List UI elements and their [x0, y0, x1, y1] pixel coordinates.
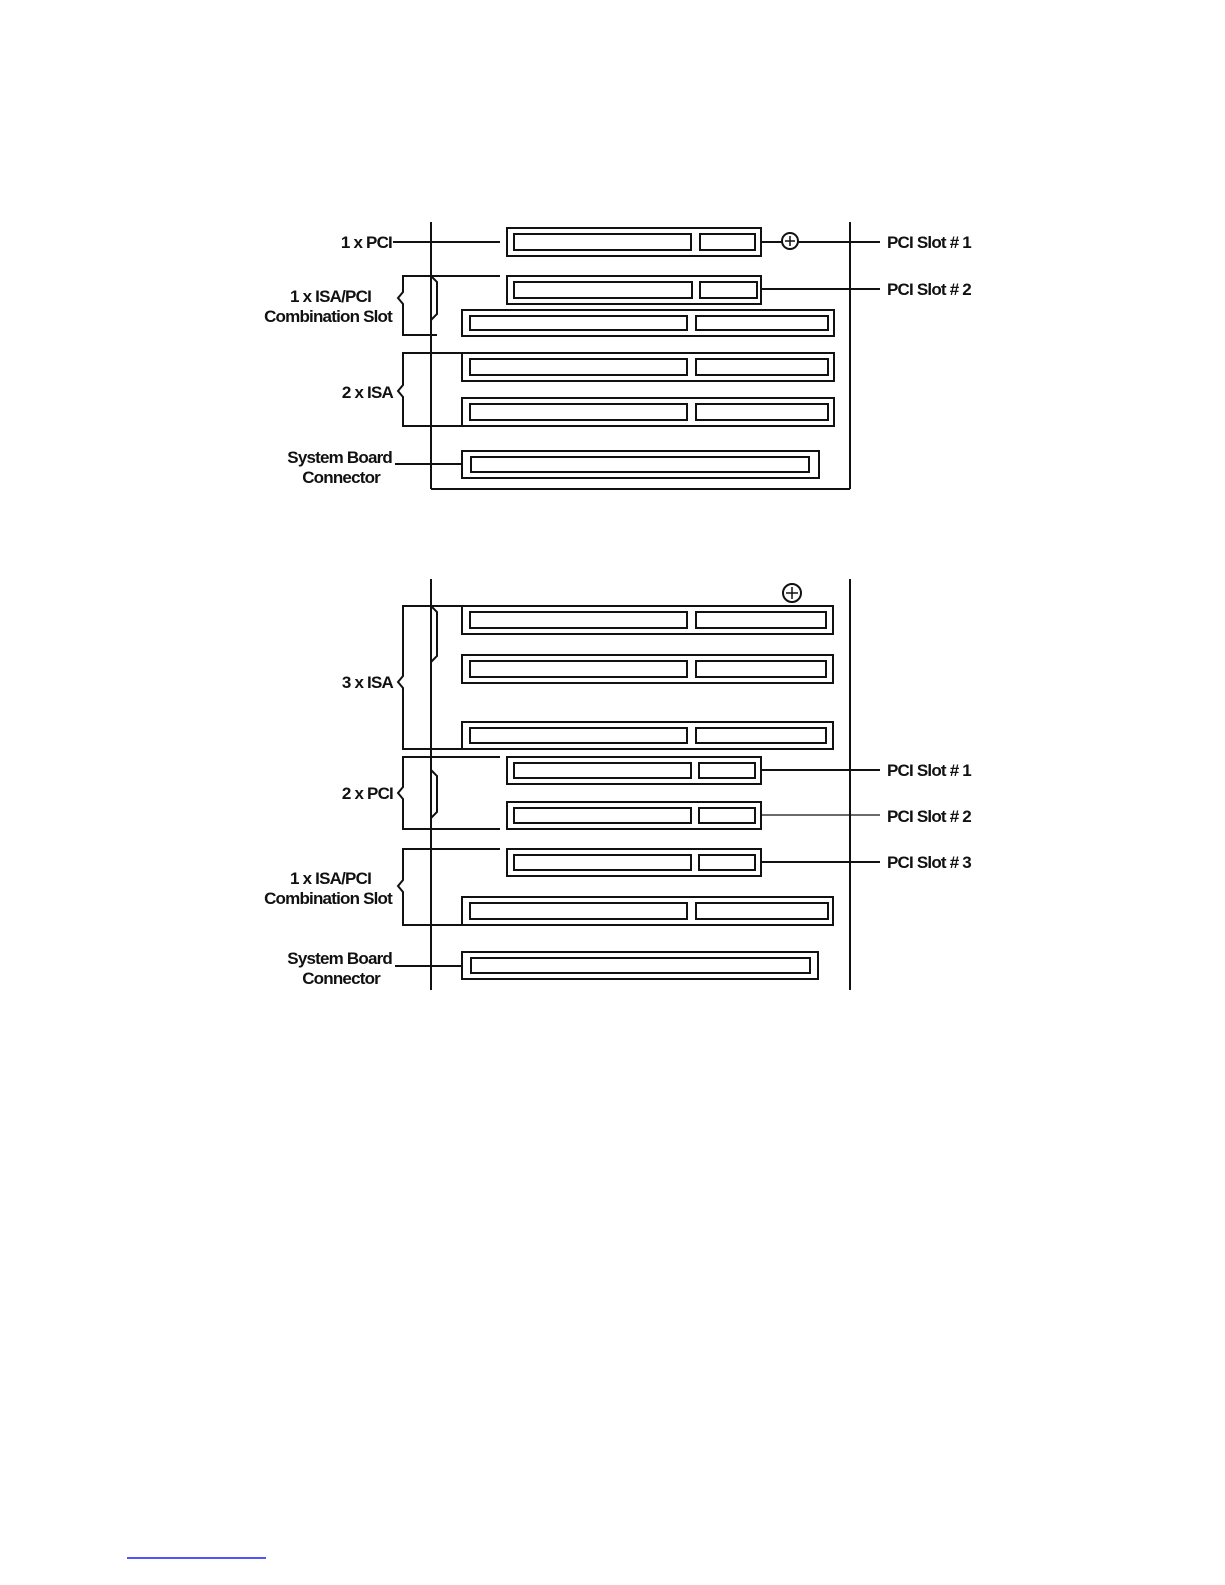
isa-slot-1: [462, 606, 833, 634]
label-combo-line1: 1 x ISA/PCI: [290, 869, 371, 888]
label-one-pci: 1 x PCI: [340, 233, 392, 252]
screw-icon: [782, 233, 798, 249]
riser-card-frame: [431, 222, 850, 489]
label-combo-line2: Combination Slot: [264, 307, 392, 326]
label-pci-slot-1: PCI Slot # 1: [887, 233, 971, 252]
pci-slot-3: [507, 849, 761, 876]
pci-slot-1: [507, 757, 761, 784]
label-combo-line1: 1 x ISA/PCI: [290, 287, 371, 306]
diagram-top: [393, 222, 880, 489]
label-combo-line2: Combination Slot: [264, 889, 392, 908]
label-sysboard-line2: Connector: [302, 969, 380, 988]
brace-combo: [398, 849, 500, 925]
isa-slot-b: [462, 398, 834, 426]
label-sysboard-line1: System Board: [287, 949, 392, 968]
label-three-isa: 3 x ISA: [341, 673, 393, 692]
pci-slot-1: [507, 228, 761, 256]
isa-slot-combo: [462, 310, 834, 336]
isa-slot-combo: [462, 897, 833, 925]
system-board-connector: [462, 451, 819, 478]
diagram-bottom: [395, 579, 880, 990]
label-pci-slot-2: PCI Slot # 2: [887, 280, 971, 299]
label-two-pci: 2 x PCI: [341, 784, 393, 803]
pci-slot-2: [507, 802, 761, 829]
pci-slot-2: [507, 276, 761, 304]
label-sysboard-line2: Connector: [302, 468, 380, 487]
screw-icon: [783, 584, 801, 602]
label-pci-slot-2: PCI Slot # 2: [887, 807, 971, 826]
label-pci-slot-3: PCI Slot # 3: [887, 853, 971, 872]
label-pci-slot-1: PCI Slot # 1: [887, 761, 971, 780]
system-board-connector: [462, 952, 818, 979]
isa-slot-2: [462, 655, 833, 683]
diagram-bottom-labels: [264, 673, 971, 988]
label-two-isa: 2 x ISA: [341, 383, 393, 402]
isa-slot-a: [462, 353, 834, 381]
isa-slot-3: [462, 722, 833, 749]
brace-two-pci: [398, 757, 500, 829]
label-sysboard-line1: System Board: [287, 448, 392, 467]
